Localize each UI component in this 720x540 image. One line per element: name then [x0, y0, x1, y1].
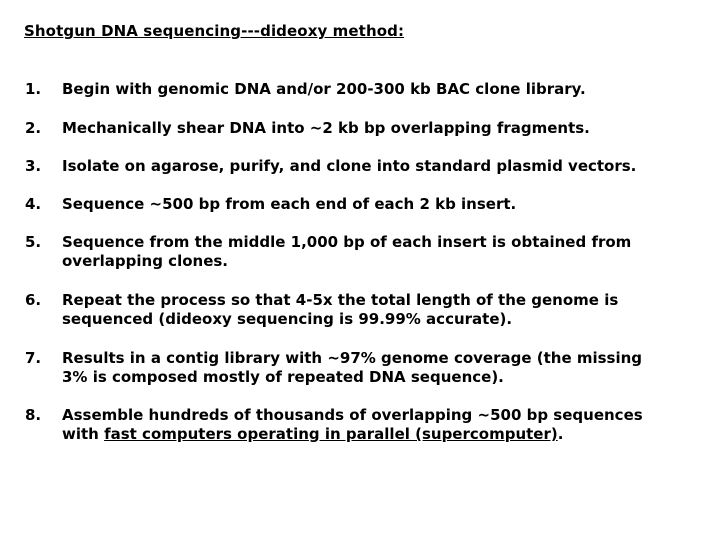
step-number: 2. — [25, 119, 42, 137]
step-text-line: Mechanically shear DNA into ~2 kb bp overlapping fragments. — [62, 119, 590, 137]
step-text-line: overlapping clones. — [62, 252, 228, 270]
step-number: 6. — [25, 291, 42, 309]
step-text — [62, 119, 712, 138]
step-text — [62, 291, 712, 329]
step-text-line — [62, 425, 712, 444]
step-text-prefix: with — [62, 425, 105, 443]
step-text — [62, 195, 712, 214]
step-number: 3. — [25, 157, 42, 175]
step-text-line: Isolate on agarose, purify, and clone into standard plasmid vectors. — [62, 157, 637, 175]
step-text-line: Results in a contig library with ~97% genome coverage (the missing — [62, 349, 643, 367]
step-text-line: Begin with genomic DNA and/or 200-300 kb BAC clone library. — [62, 80, 586, 98]
step-text — [62, 349, 712, 387]
step-text-line: Sequence from the middle 1,000 bp of each insert is obtained from — [62, 233, 632, 251]
step-number: 1. — [25, 80, 42, 98]
step-text-line: Assemble hundreds of thousands of overlapping ~500 bp sequences — [62, 406, 643, 424]
step-number: 8. — [25, 406, 42, 424]
step-text-suffix: . — [557, 425, 564, 443]
step-text — [62, 406, 712, 444]
slide-title: Shotgun DNA sequencing---dideoxy method: — [24, 22, 405, 40]
step-number: 4. — [25, 195, 42, 213]
step-number: 5. — [25, 233, 42, 251]
step-text — [62, 157, 712, 176]
step-text-line: Sequence ~500 bp from each end of each 2 kb insert. — [62, 195, 517, 213]
step-text — [62, 233, 712, 271]
step-text — [62, 80, 712, 99]
supercomputer-link[interactable]: fast computers operating in parallel (supercomputer) — [104, 425, 558, 443]
step-text-line: Repeat the process so that 4-5x the total length of the genome is — [62, 291, 619, 309]
step-number: 7. — [25, 349, 42, 367]
step-text-line: 3% is composed mostly of repeated DNA sequence). — [62, 368, 504, 386]
step-text-line: sequenced (dideoxy sequencing is 99.99% accurate). — [62, 310, 513, 328]
